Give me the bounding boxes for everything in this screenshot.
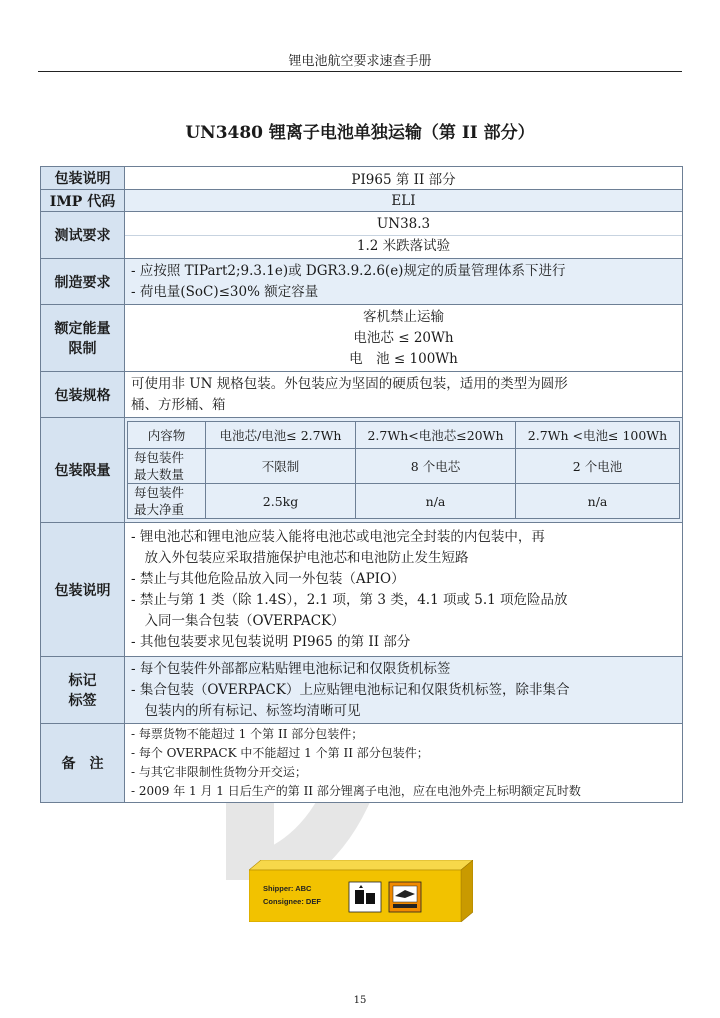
cargo-aircraft-only-label-icon — [389, 882, 421, 912]
remarks-line-2: - 每个 OVERPACK 中不能超过 1 个第 II 部分包装件； — [131, 746, 429, 760]
header-title: 锂电池航空要求速查手册 — [288, 54, 432, 69]
limit-quantity-col-2: 8 个电芯 — [356, 449, 516, 484]
limit-weight-col-3: n/a — [516, 484, 680, 519]
value-packing-notes — [125, 523, 683, 657]
label-marking — [41, 657, 125, 724]
rated-energy-label-2: 限制 — [68, 341, 97, 357]
consignee-text: Consignee: DEF — [263, 897, 321, 906]
remarks-line-1: - 每票货物不能超过 1 个第 II 部分包装件； — [131, 727, 364, 741]
value-remarks — [125, 724, 683, 803]
manufacture-line-1: - 应按照 TIPart2;9.3.1e)或 DGR3.9.2.6(e)规定的质量管理体系下进行 — [131, 262, 566, 279]
marking-line-2: - 集合包装（OVERPACK）上应贴锂电池标记和仅限货机标签，除非集合 — [131, 681, 570, 698]
lithium-battery-mark-icon — [349, 882, 381, 912]
limit-row-weight-label — [128, 484, 206, 519]
rated-energy-line-3: 电 池 ≤ 100Wh — [349, 350, 458, 367]
test-line-1: UN38.3 — [125, 214, 682, 236]
limit-weight-col-2: n/a — [356, 484, 516, 519]
test-line-2: 1.2 米跌落试验 — [356, 237, 451, 254]
manufacture-line-2: - 荷电量(SoC)≤30% 额定容量 — [131, 283, 319, 300]
label-packaging-spec: 包装规格 — [41, 372, 125, 418]
label-packing-limit: 包装限量 — [41, 418, 125, 523]
packaging-spec-line-1: 可使用非 UN 规格包装。外包装应为坚固的硬质包装，适用的类型为圆形 — [131, 375, 568, 392]
page-number: 15 — [353, 995, 367, 1006]
limit-header-content: 内容物 — [128, 422, 206, 449]
packing-notes-line-1: - 锂电池芯和锂电池应装入能将电池芯或电池完全封装的内包装中，再 — [131, 528, 545, 545]
limit-header-col-3: 2.7Wh <电池≤ 100Wh — [516, 422, 680, 449]
label-remarks: 备 注 — [41, 724, 125, 803]
package-illustration — [249, 860, 473, 922]
rated-energy-line-1: 客机禁止运输 — [363, 308, 444, 325]
label-test: 测试要求 — [41, 212, 125, 259]
value-rated-energy — [125, 305, 683, 372]
limit-row-quantity-label-1: 每包装件 — [134, 450, 185, 465]
label-rated-energy — [41, 305, 125, 372]
limit-weight-col-1: 2.5kg — [206, 484, 356, 519]
rated-energy-label-1: 额定能量 — [54, 321, 111, 337]
header-rule — [38, 71, 682, 72]
value-packaging-spec — [125, 372, 683, 418]
packaging-spec-line-2: 桶、方形桶、箱 — [131, 396, 226, 413]
value-test — [125, 212, 683, 259]
box-side — [461, 860, 473, 922]
marking-label-1: 标记 — [68, 673, 97, 689]
limit-quantity-col-3: 2 个电池 — [516, 449, 680, 484]
requirements-table — [40, 166, 683, 803]
limit-row-weight-label-1: 每包装件 — [134, 485, 185, 500]
value-packing-limit — [125, 418, 683, 523]
marking-line-1: - 每个包装件外部都应粘贴锂电池标记和仅限货机标签 — [131, 660, 451, 677]
shipper-text: Shipper: ABC — [263, 884, 312, 893]
document-title: UN3480 锂离子电池单独运输（第 II 部分） — [185, 123, 535, 143]
remarks-line-4: - 2009 年 1 月 1 日后生产的第 II 部分锂离子电池，应在电池外壳上标明额定瓦时数 — [131, 784, 581, 798]
box-top — [249, 860, 473, 870]
packing-notes-line-6: - 其他包装要求见包装说明 PI965 的第 II 部分 — [131, 633, 411, 650]
limit-quantity-col-1: 不限制 — [206, 449, 356, 484]
limit-header-col-2: 2.7Wh<电池芯≤20Wh — [356, 422, 516, 449]
label-packing-notes: 包装说明 — [41, 523, 125, 657]
marking-line-3: 包装内的所有标记、标签均清晰可见 — [131, 702, 361, 719]
limit-row-quantity-label — [128, 449, 206, 484]
limit-row-weight-label-2: 最大净重 — [134, 502, 185, 517]
label-packing-instruction: 包装说明 — [41, 167, 125, 190]
remarks-line-3: - 与其它非限制性货物分开交运； — [131, 765, 307, 779]
packing-notes-line-2: 放入外包装应采取措施保护电池芯和电池防止发生短路 — [131, 549, 469, 566]
packing-notes-line-5: 入同一集合包装（OVERPACK） — [131, 612, 345, 629]
packing-limit-subtable — [127, 421, 680, 519]
label-imp-code: IMP 代码 — [41, 190, 125, 212]
value-manufacture — [125, 259, 683, 305]
value-packing-instruction: PI965 第 II 部分 — [125, 167, 683, 190]
rated-energy-line-2: 电池芯 ≤ 20Wh — [353, 329, 454, 346]
marking-label-2: 标签 — [68, 693, 97, 709]
packing-notes-line-4: - 禁止与第 1 类（除 1.4S），2.1 项，第 3 类，4.1 项或 5.1 项危险品放 — [131, 591, 568, 608]
value-imp-code: ELI — [125, 190, 683, 212]
value-marking — [125, 657, 683, 724]
label-manufacture: 制造要求 — [41, 259, 125, 305]
limit-header-col-1: 电池芯/电池≤ 2.7Wh — [206, 422, 356, 449]
limit-row-quantity-label-2: 最大数量 — [134, 467, 185, 482]
packing-notes-line-3: - 禁止与其他危险品放入同一外包装（APIO） — [131, 570, 405, 587]
